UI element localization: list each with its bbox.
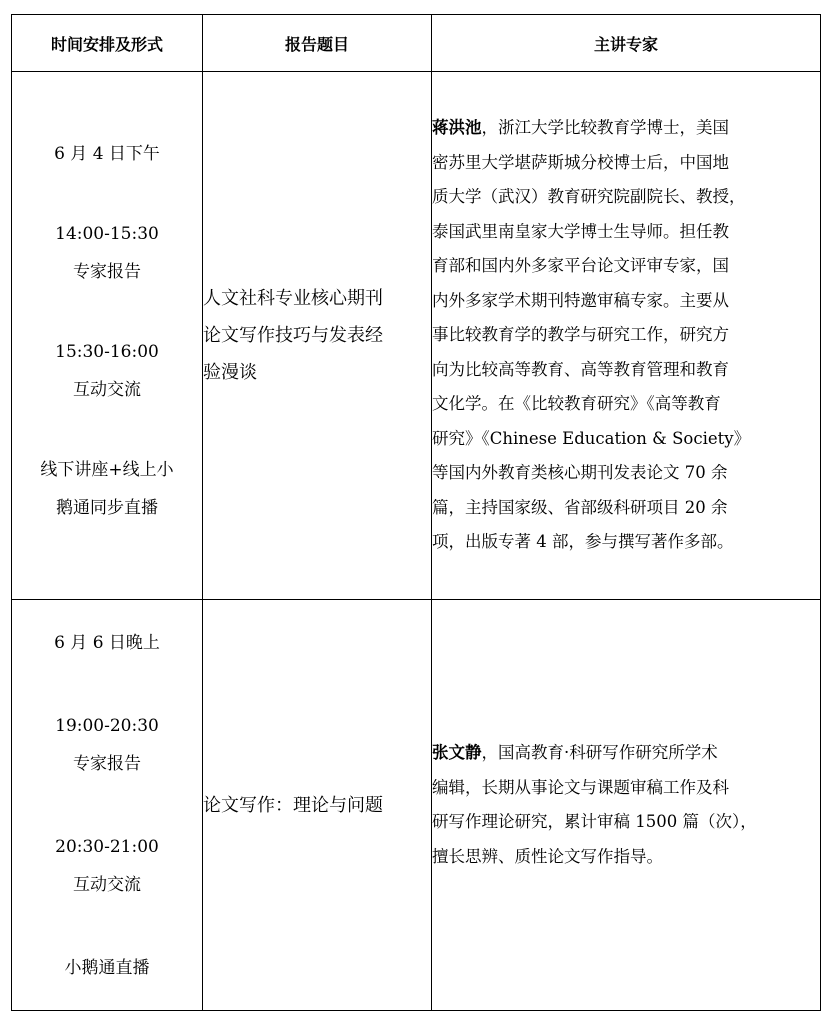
header-report-title: 报告题目	[203, 15, 432, 72]
speaker-line: 内外多家学术期刊特邀审稿专家。主要从	[432, 290, 729, 310]
table-row	[12, 72, 821, 600]
header-speaker: 主讲专家	[432, 15, 821, 72]
session-activity-2: 互动交流	[73, 380, 141, 400]
speaker-cell	[432, 72, 821, 600]
session-time-2: 15:30-16:00	[55, 342, 159, 362]
topic-cell	[203, 600, 432, 1011]
schedule-table	[11, 14, 821, 1011]
speaker-intro-text: ，浙江大学比较教育学博士，美国	[481, 118, 729, 138]
speaker-line: 编辑，长期从事论文与课题审稿工作及科	[432, 777, 729, 797]
topic-line: 人文社科专业核心期刊	[203, 288, 383, 309]
table-header-row	[12, 15, 821, 72]
header-time-format: 时间安排及形式	[12, 15, 203, 72]
session-format-line-1: 小鹅通直播	[64, 958, 150, 978]
speaker-line: 擅长思辨、质性论文写作指导。	[432, 846, 663, 866]
session-date: 6 月 4 日下午	[54, 144, 160, 164]
speaker-line: 向为比较高等教育、高等教育管理和教育	[432, 359, 729, 379]
speaker-line: 事比较教育学的教学与研究工作，研究方	[432, 325, 729, 345]
session-format-line-1: 线下讲座+线上小	[40, 460, 174, 480]
topic-cell	[203, 72, 432, 600]
session-activity-2: 互动交流	[73, 875, 141, 895]
session-activity-1: 专家报告	[73, 262, 141, 282]
session-activity-1: 专家报告	[73, 754, 141, 774]
session-time-1: 19:00-20:30	[55, 716, 159, 736]
speaker-line: 密苏里大学堪萨斯城分校博士后，中国地	[432, 152, 729, 172]
session-date: 6 月 6 日晚上	[54, 633, 160, 653]
speaker-intro-text: ，国高教育·科研写作研究所学术	[481, 743, 718, 762]
topic-line: 验漫谈	[203, 362, 257, 383]
speaker-name: 张文静	[432, 743, 482, 762]
speaker-cell	[432, 600, 821, 1011]
time-cell	[12, 72, 203, 600]
speaker-line: 研究》《Chinese Education & Society》	[432, 428, 751, 448]
table-row	[12, 600, 821, 1011]
session-time-1: 14:00-15:30	[55, 224, 159, 244]
speaker-line: 研写作理论研究，累计审稿 1500 篇（次），	[432, 812, 757, 831]
topic-line: 论文写作技巧与发表经	[203, 325, 383, 346]
time-cell	[12, 600, 203, 1011]
speaker-line: 篇，主持国家级、省部级科研项目 20 余	[432, 497, 728, 517]
speaker-line: 泰国武里南皇家大学博士生导师。担任教	[432, 221, 729, 241]
session-time-2: 20:30-21:00	[55, 837, 159, 857]
speaker-line: 文化学。在《比较教育研究》《高等教育	[432, 394, 721, 414]
speaker-line: 项，出版专著 4 部，参与撰写著作多部。	[432, 532, 734, 552]
speaker-line: 育部和国内外多家平台论文评审专家，国	[432, 256, 729, 276]
speaker-line: 等国内外教育类核心期刊发表论文 70 余	[432, 463, 728, 483]
speaker-line	[432, 736, 820, 771]
topic-line: 论文写作：理论与问题	[203, 794, 383, 816]
session-format-line-2: 鹅通同步直播	[56, 498, 158, 518]
speaker-name: 蒋洪池	[432, 118, 482, 138]
speaker-line: 质大学（武汉）教育研究院副院长、教授，	[432, 187, 746, 207]
speaker-line	[432, 111, 820, 146]
